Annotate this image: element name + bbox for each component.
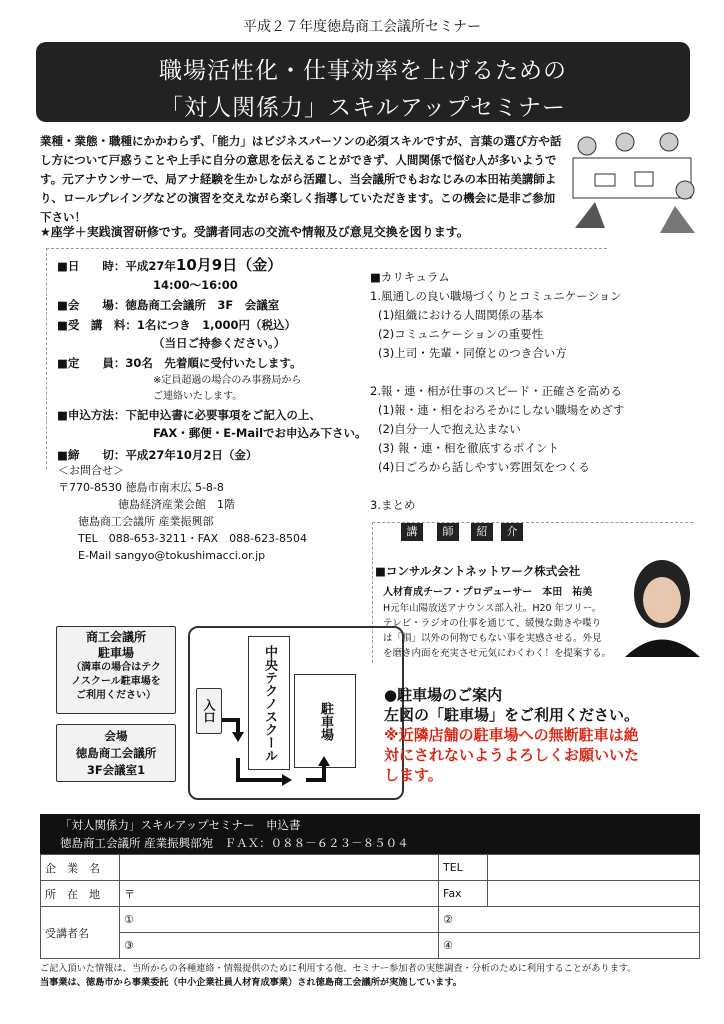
attendee-field-2[interactable]: ② <box>439 907 700 933</box>
fax-label: Fax <box>439 881 488 907</box>
fee-row: ■受 講 料：1名につき 1,000円（税込） <box>57 318 297 332</box>
notice-heading: ●駐車場のご案内 <box>384 686 503 704</box>
intro-paragraph: 業種・業態・職種にかかわらず、「能力」はビジネスパーソンの必須スキルですが、言葉の選び方や話し方について戸惑うことや上手に自分の意思を伝えることができず、人間関係で悩む人が多いようです。元アナウンサーで、局アナ経験を生かしながら活躍し、当会議所でもおなじみの本田祐美講師より、ロールプレイングなどの演習を交えながら楽しく指導していただきます。この機会に是非ご参加下さい！ <box>40 134 562 224</box>
curriculum-line: (3)上司・先輩・同僚とのつき合い方 <box>378 346 567 360</box>
chamber-parking-box: 商工会議所 駐車場 （満車の場合はテク ノスクール駐車場を ご利用ください） <box>56 626 176 714</box>
curriculum-heading: ■カリキュラム <box>370 270 450 284</box>
curriculum-line: (2)自分一人で抱え込まない <box>378 422 521 436</box>
attendee-label: 受講者名 <box>41 907 120 959</box>
tagline: ★座学＋実践演習研修です。受講者同志の交流や情報及び意見交換を図ります。 <box>40 225 469 239</box>
lecturer-role: 人材育成チーフ・プロデューサー 本田 祐美 <box>383 587 593 598</box>
form-fax-line: 徳島商工会議所 産業振興部宛 ＦＡＸ：０８８－６２３－８５０４ <box>60 836 409 850</box>
fee-note: （当日ご持参ください。） <box>153 336 286 350</box>
notice-warning-3: します。 <box>384 766 443 784</box>
tel-label: TEL <box>439 855 488 881</box>
attendee-field-3[interactable]: ③ <box>120 933 439 959</box>
date-row: ■日 時：平成27年10月9日（金） <box>57 256 283 274</box>
curriculum-line: (4)日ごろから話しやすい雰囲気をつくる <box>378 460 590 474</box>
inquiry-phone: TEL 088-653-3211・FAX 088-623-8504 <box>78 532 308 545</box>
seminar-series-title: 平成２７年度徳島商工会議所セミナー <box>243 19 481 35</box>
notice-line: 左図の「駐車場」をご利用ください。 <box>384 706 640 724</box>
form-title: 「対人関係力」スキルアップセミナー 申込書 <box>60 818 301 832</box>
apply-methods: FAX・郵便・E-Mailでお申込み下さい。 <box>153 426 367 440</box>
title-banner <box>36 42 690 122</box>
curriculum-line: 2.報・連・相が仕事のスピード・正確さを高める <box>370 384 623 398</box>
address-label: 所 在 地 <box>41 881 120 907</box>
attendee-field-1[interactable]: ① <box>120 907 439 933</box>
capacity-row: ■定 員：30名 先着順に受付いたします。 <box>57 356 302 370</box>
fax-field[interactable] <box>488 881 700 907</box>
lecturer-company: ■コンサルタントネットワーク株式会社 <box>375 564 581 578</box>
parking-map <box>48 626 408 798</box>
title-line-2: 「対人関係力」スキルアップセミナー <box>160 95 566 121</box>
entrance-label: 入口 <box>196 688 222 734</box>
venue-row: ■会 場：徳島商工会議所 3F 会議室 <box>57 298 280 312</box>
event-date: 10月9日（金） <box>175 256 283 274</box>
company-label: 企 業 名 <box>41 855 120 881</box>
curriculum-line: 1.風通しの良い職場づくりとコミュニケーション <box>370 289 622 303</box>
chip-1: 講 <box>401 523 423 541</box>
inquiry-building: 徳島経済産業会館 1階 <box>118 498 235 511</box>
venue-box: 会場 徳島商工会議所 3F会議室1 <box>56 724 176 782</box>
curriculum <box>370 268 670 515</box>
footer-sponsor: 当事業は、徳島市から事業委託（中小企業社員人材育成事業）され徳島商工会議所が実施しています。 <box>40 977 462 988</box>
event-time: 14:00～16:00 <box>153 278 238 292</box>
curriculum-line: (1)組織における人間関係の基本 <box>378 308 544 322</box>
curriculum-line <box>370 477 670 496</box>
chip-4: 介 <box>501 523 523 541</box>
parking-notice <box>384 685 704 785</box>
curriculum-line: (2)コミュニケーションの重要性 <box>378 327 544 341</box>
deadline-row: ■締 切：平成27年10月2日（金） <box>57 448 258 462</box>
application-form <box>40 854 700 959</box>
notice-warning-2: 対にされないようよろしくお願いいた <box>384 746 640 764</box>
address-field[interactable]: 〒 <box>120 881 439 907</box>
tel-field[interactable] <box>488 855 700 881</box>
footer-privacy: ご記入頂いた情報は、当所からの各種連絡・情報提供のために利用する他、セミナー参加者の実態調査・分析のために利用することがあります。 <box>40 963 637 974</box>
meeting-illustration <box>565 128 700 238</box>
lecturer-bio: H元年山陽放送アナウンス部入社。H20 年フリー。 テレビ・ラジオの仕事を通じて、緩慢な動きや喋り は「損」以外の何物でもない事を実感させる。外見 を磨き内面を充実させ元気にわくわく！を提案する。 <box>383 603 612 659</box>
chip-3: 紹 <box>471 523 493 541</box>
capacity-note: ※定員超過の場合のみ事務局から ご連絡いたします。 <box>153 375 302 402</box>
footer <box>40 962 700 990</box>
lecturer-photo <box>620 552 705 657</box>
chip-2: 師 <box>437 523 459 541</box>
attendee-field-4[interactable]: ④ <box>439 933 700 959</box>
inquiry-address: 〒770-8530 徳島市南末広 5-8-8 <box>58 481 224 494</box>
notice-warning-1: ※近隣店舗の駐車場への無断駐車は絶 <box>384 726 639 744</box>
company-field[interactable] <box>120 855 439 881</box>
apply-row: ■申込方法：下記申込書に必要事項をご記入の上、 <box>57 408 321 422</box>
curriculum-line: (3) 報・連・相を徹底するポイント <box>378 441 559 455</box>
inquiry-email[interactable]: E-Mail sangyo@tokushimacci.or.jp <box>78 549 266 562</box>
curriculum-line: 3.まとめ <box>370 498 416 512</box>
parking-lot: 駐車場 <box>294 674 356 768</box>
route-arrow <box>220 702 360 792</box>
form-header <box>40 814 700 854</box>
inquiry <box>58 462 358 564</box>
curriculum-line <box>370 363 670 382</box>
techno-school: 中央テクノスクール <box>248 636 290 770</box>
inquiry-title: ＜お問合せ＞ <box>58 464 124 477</box>
title-line-1: 職場活性化・仕事効率を上げるための <box>159 58 567 84</box>
inquiry-dept: 徳島商工会議所 産業振興部 <box>78 515 214 528</box>
curriculum-line: (1)報・連・相をおろそかにしない職場をめざす <box>378 403 625 417</box>
